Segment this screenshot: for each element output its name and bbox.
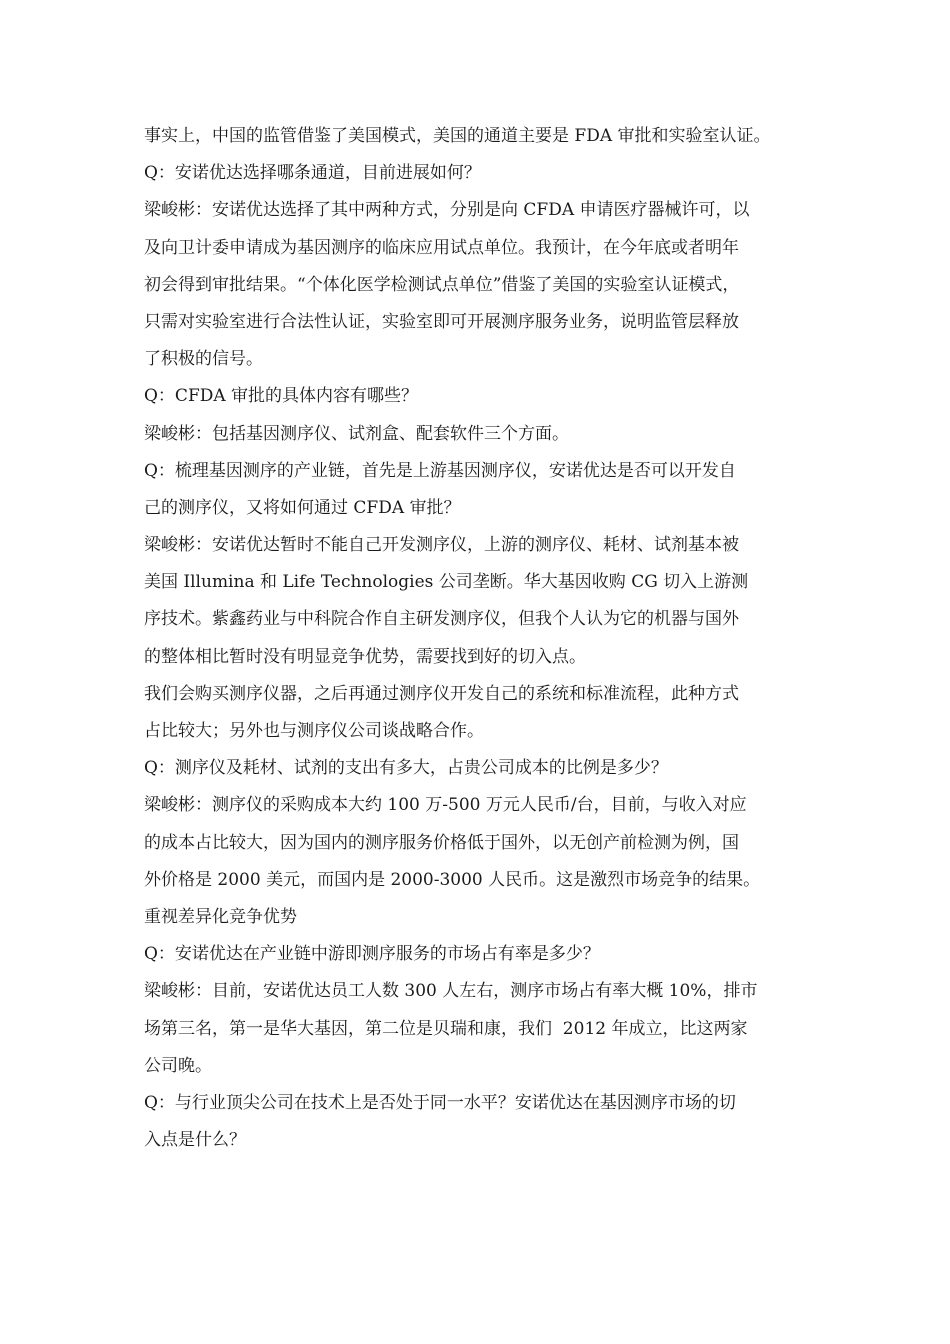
text-line: 入点是什么？ bbox=[144, 1130, 246, 1151]
answer-line: 梁峻彬：目前，安诺优达员工人数 300 人左右，测序市场占有率大概 10%，排市 bbox=[144, 981, 758, 1002]
text-line: 占比较大；另外也与测序仪公司谈战略合作。 bbox=[144, 721, 484, 741]
question-line: Q：与行业顶尖公司在技术上是否处于同一水平？安诺优达在基因测序市场的切 bbox=[144, 1092, 736, 1113]
question-line: Q：安诺优达在产业链中游即测序服务的市场占有率是多少？ bbox=[144, 944, 600, 965]
text-line: 只需对实验室进行合法性认证，实验室即可开展测序服务业务，说明监管层释放 bbox=[144, 311, 739, 332]
text-line: 公司晚。 bbox=[144, 1055, 212, 1076]
answer-line: 梁峻彬：安诺优达暂时不能自己开发测序仪，上游的测序仪、耗材、试剂基本被 bbox=[144, 535, 739, 556]
text-line: 场第三名，第一是华大基因，第二位是贝瑞和康，我们 2012 年成立，比这两家 bbox=[144, 1018, 748, 1039]
question-line: Q：CFDA 审批的具体内容有哪些？ bbox=[144, 386, 419, 407]
text-line: 初会得到审批结果。“个体化医学检测试点单位”借鉴了美国的实验室认证模式， bbox=[144, 274, 740, 295]
answer-line: 梁峻彬：包括基因测序仪、试剂盒、配套软件三个方面。 bbox=[144, 423, 569, 444]
text-line: 的成本占比较大，因为国内的测序服务价格低于国外，以无创产前检测为例，国 bbox=[144, 832, 739, 853]
text-line: 美国 Illumina 和 Life Technologies 公司垄断。华大基因收购 CG 切入上游测 bbox=[144, 572, 749, 593]
text-line: 外价格是 2000 美元，而国内是 2000-3000 人民币。这是激烈市场竞争的结果。 bbox=[144, 869, 761, 890]
question-line: Q：安诺优达选择哪条通道，目前进展如何？ bbox=[144, 163, 481, 184]
text-line: 了积极的信号。 bbox=[144, 349, 263, 370]
text-line: 己的测序仪，又将如何通过 CFDA 审批？ bbox=[144, 497, 461, 518]
question-line: Q：测序仪及耗材、试剂的支出有多大，占贵公司成本的比例是多少？ bbox=[144, 758, 668, 779]
section-heading: 重视差异化竞争优势 bbox=[144, 906, 297, 927]
answer-line: 梁峻彬：测序仪的采购成本大约 100 万-500 万元人民币/台，目前，与收入对应 bbox=[144, 795, 747, 816]
text-line: 事实上，中国的监管借鉴了美国模式，美国的通道主要是 FDA 审批和实验室认证。 bbox=[144, 126, 771, 146]
text-line: 我们会购买测序仪器，之后再通过测序仪开发自己的系统和标准流程，此种方式 bbox=[144, 683, 739, 704]
document-body bbox=[144, 118, 824, 1159]
text-line: 及向卫计委申请成为基因测序的临床应用试点单位。我预计，在今年底或者明年 bbox=[144, 237, 739, 258]
answer-line: 梁峻彬：安诺优达选择了其中两种方式，分别是向 CFDA 申请医疗器械许可，以 bbox=[144, 200, 750, 221]
question-line: Q：梳理基因测序的产业链，首先是上游基因测序仪，安诺优达是否可以开发自 bbox=[144, 460, 736, 481]
text-line: 序技术。紫鑫药业与中科院合作自主研发测序仪，但我个人认为它的机器与国外 bbox=[144, 609, 739, 630]
text-line: 的整体相比暂时没有明显竞争优势，需要找到好的切入点。 bbox=[144, 646, 586, 667]
